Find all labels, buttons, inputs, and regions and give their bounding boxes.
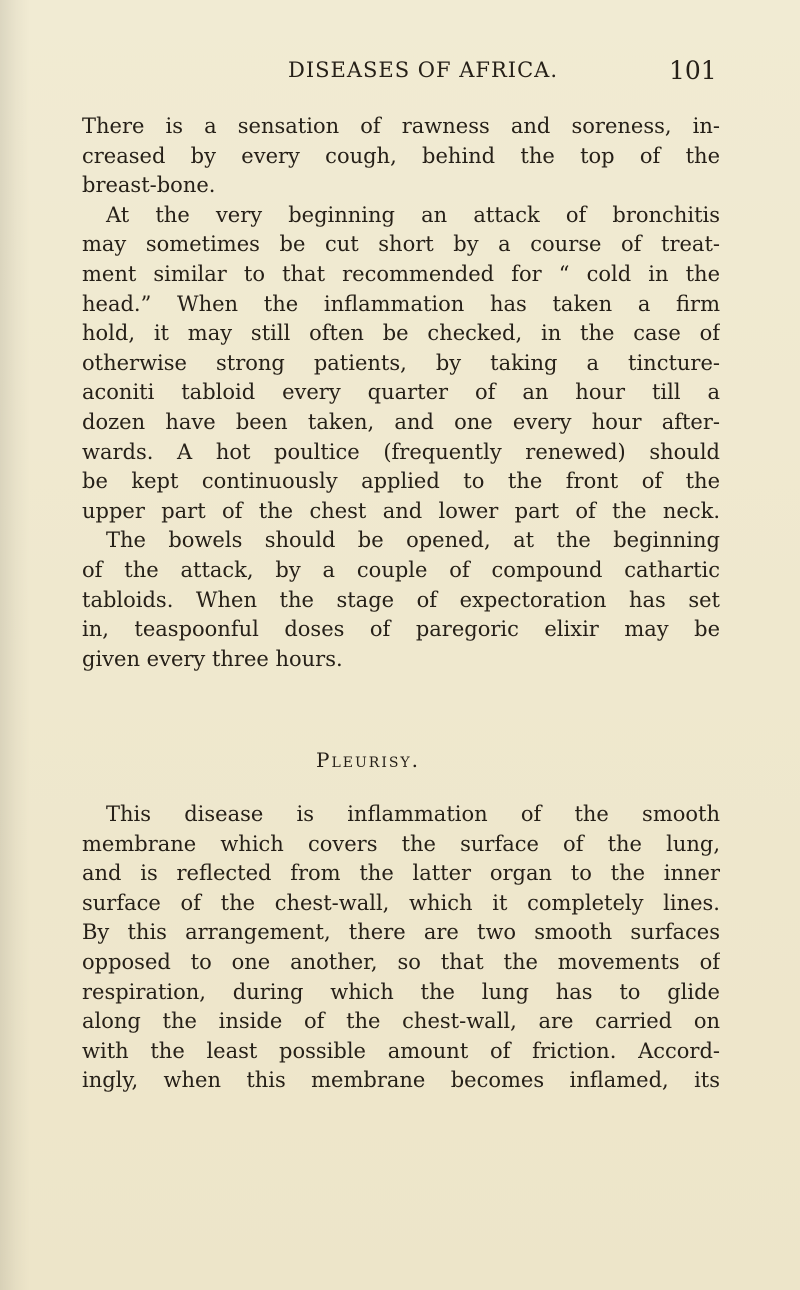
section-heading: Pleurisy.	[316, 748, 421, 772]
text-line: breast-bone.	[82, 173, 216, 198]
text-line: ment similar to that recommended for “ cold in the	[82, 261, 720, 286]
text-line: aconiti tabloid every quarter of an hour till a	[82, 380, 720, 405]
text-line: head.” When the inflammation has taken a firm	[82, 291, 720, 316]
text-line: This disease is inflammation of the smooth	[106, 802, 720, 826]
text-line: wards. A hot poultice (frequently renewed) should	[82, 439, 720, 464]
text-line: At the very beginning an attack of bronchitis	[106, 202, 720, 227]
page-header	[0, 58, 800, 94]
text-line: membrane which covers the surface of the lung,	[82, 831, 720, 856]
main-text-block	[82, 112, 720, 674]
text-line: respiration, during which the lung has to glide	[82, 979, 720, 1004]
text-line: There is a sensation of rawness and soreness, in-	[82, 114, 720, 138]
section-heading-container	[0, 748, 800, 782]
text-line: and is reflected from the latter organ to the inner	[82, 861, 720, 886]
text-line: creased by every cough, behind the top of the	[82, 143, 720, 168]
page-number: 101	[669, 56, 717, 85]
text-line: ingly, when this membrane becomes inflamed, its	[82, 1068, 720, 1093]
text-line: The bowels should be opened, at the beginning	[106, 528, 720, 553]
text-line: surface of the chest-wall, which it completely lines.	[82, 890, 720, 915]
text-line: may sometimes be cut short by a course of treat-	[82, 232, 720, 257]
running-head: DISEASES OF AFRICA.	[288, 58, 559, 82]
text-line: along the inside of the chest-wall, are carried on	[82, 1009, 720, 1034]
text-line: dozen have been taken, and one every hour after-	[82, 409, 720, 434]
text-line: be kept continuously applied to the front of the	[82, 469, 720, 494]
text-line: given every three hours.	[82, 646, 343, 671]
text-line: with the least possible amount of friction. Accord-	[82, 1038, 720, 1063]
text-line: tabloids. When the stage of expectoration has set	[82, 587, 720, 612]
text-line: otherwise strong patients, by taking a tincture-	[82, 350, 720, 375]
pleurisy-text-block	[82, 800, 720, 1096]
text-line: hold, it may still often be checked, in the case of	[82, 321, 720, 346]
text-line: opposed to one another, so that the movements of	[82, 949, 720, 974]
text-line: upper part of the chest and lower part of the neck.	[82, 498, 720, 523]
text-line: By this arrangement, there are two smooth surfaces	[82, 920, 720, 945]
text-line: of the attack, by a couple of compound cathartic	[82, 557, 720, 582]
text-line: in, teaspoonful doses of paregoric elixir may be	[82, 617, 720, 642]
